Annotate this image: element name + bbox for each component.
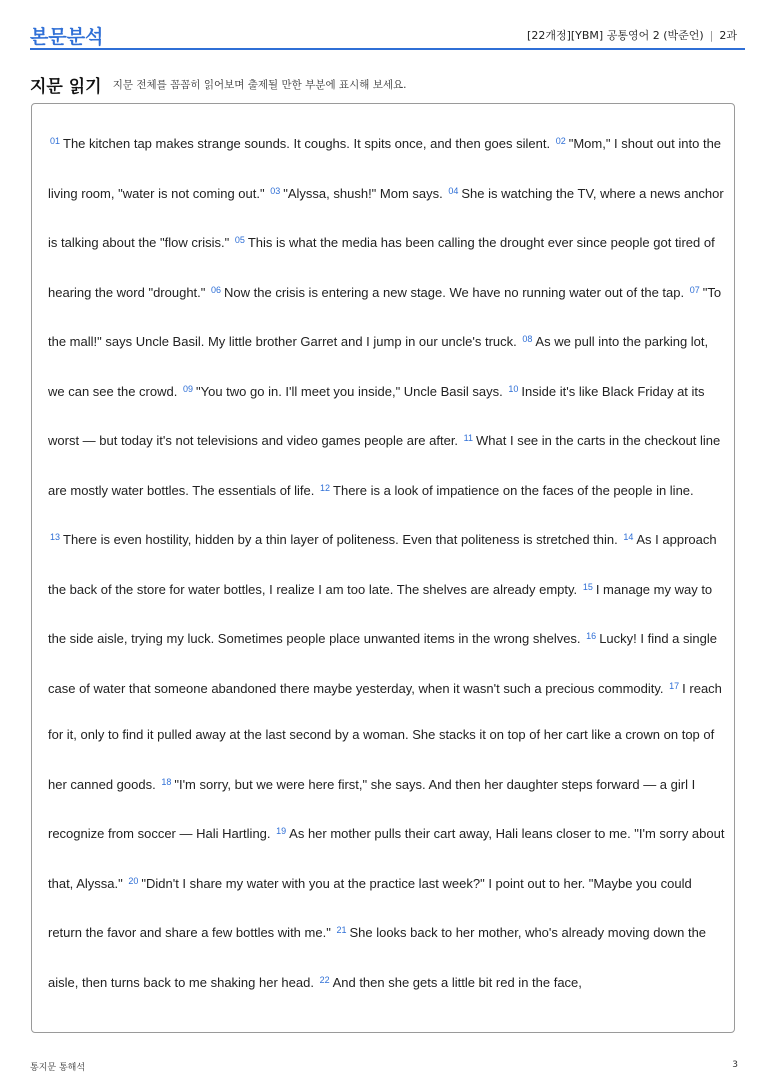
sentence-text: She is watching the TV, where a news anchor is talking about the "flow crisis." bbox=[48, 185, 724, 250]
sentence-number: 12 bbox=[320, 482, 331, 493]
sentence-number: 06 bbox=[211, 284, 222, 295]
sentence-text: The kitchen tap makes strange sounds. It coughs. It spits once, and then goes silent. bbox=[63, 136, 551, 151]
brand-title: 본문분석 bbox=[30, 26, 104, 48]
sentence-text: "Alyssa, shush!" Mom says. bbox=[283, 185, 443, 201]
sentence-number: 05 bbox=[234, 235, 245, 245]
sentence-text: "You two go in. I'll meet you inside," Uncle Basil says. bbox=[196, 383, 503, 399]
sentence-number: 01 bbox=[50, 136, 61, 146]
sentence-text: Lucky! I find a single case of water that someone abandoned there maybe yesterday, when it wasn't such a precious commodity. bbox=[48, 631, 717, 696]
sentence-text: There is a look of impatience on the faces of the people in line. bbox=[333, 482, 694, 498]
sentence-text: And then she gets a little bit red in the face, bbox=[332, 974, 582, 990]
sentence-number: 19 bbox=[276, 826, 287, 836]
sentence bbox=[209, 285, 684, 300]
sentence bbox=[48, 532, 618, 547]
sentence-number: 08 bbox=[522, 334, 533, 344]
sentence bbox=[181, 384, 503, 399]
sentence bbox=[318, 975, 582, 990]
section-heading bbox=[30, 72, 745, 96]
sentence-number: 22 bbox=[319, 974, 330, 985]
sentence-number: 15 bbox=[582, 581, 593, 592]
sentence-text: I reach for it, only to find it pulled away at the last second by a woman. She stacks it on top of her cart like a crown on top of her canned goods. bbox=[48, 680, 722, 792]
sentence-text: "Didn't I share my water with you at the practice last week?" I point out to her. "Maybe you could return the favor and share a few bottles with me." bbox=[48, 875, 692, 940]
sentence-number: 18 bbox=[161, 776, 172, 787]
sentence bbox=[48, 136, 550, 151]
sentence-text: As I approach the back of the store for water bottles, I realize I am too late. The shelves are already empty. bbox=[48, 532, 717, 597]
sentence-text: "I'm sorry, but we were here first," she says. And then her daughter steps forward — a girl I recognize from soccer — Hali Hartling. bbox=[48, 776, 696, 841]
footer-label: 통지문 통해석 bbox=[30, 1063, 86, 1073]
sentence-text: This is what the media has been calling the drought ever since people got tired of hearing the word "drought." bbox=[48, 235, 715, 300]
course-title: [22개정][YBM] 공통영어 2 (박준언) bbox=[527, 29, 704, 42]
page-header bbox=[30, 18, 745, 50]
sentence-number: 11 bbox=[463, 433, 474, 443]
sentence-number: 03 bbox=[270, 185, 281, 196]
sentence-number: 20 bbox=[128, 875, 139, 886]
sentence-number: 13 bbox=[50, 532, 61, 542]
sentence bbox=[48, 681, 722, 792]
sentence-number: 16 bbox=[586, 631, 597, 641]
passage-box bbox=[31, 103, 735, 1033]
sentence-text: There is even hostility, hidden by a thin layer of politeness. Even that politeness is stretched thin. bbox=[63, 532, 618, 547]
sentence-text: As we pull into the parking lot, we can see the crowd. bbox=[48, 334, 709, 399]
sentence-number: 17 bbox=[669, 680, 680, 691]
sentence-number: 09 bbox=[182, 383, 193, 394]
sentence-text: I manage my way to the side aisle, trying my luck. Sometimes people place unwanted items in the wrong shelves. bbox=[48, 581, 713, 646]
section-description: 지문 전체를 꼼꼼히 읽어보며 출제될 만한 부분에 표시해 보세요. bbox=[112, 79, 407, 91]
sentence-text: As her mother pulls their cart away, Hali leans closer to me. "I'm sorry about that, Alyssa." bbox=[48, 826, 725, 891]
page-number: 3 bbox=[732, 1060, 738, 1070]
sentence-text: "To the mall!" says Uncle Basil. My little brother Garret and I jump in our uncle's truck. bbox=[48, 284, 722, 349]
sentence-text: Inside it's like Black Friday at its worst — but today it's not televisions and video games people are after. bbox=[48, 383, 705, 448]
sentence-text: She looks back to her mother, who's already moving down the aisle, then turns back to me shaking her head. bbox=[48, 925, 707, 990]
sentence-number: 21 bbox=[336, 925, 347, 935]
sentence-text: Now the crisis is entering a new stage. We have no running water out of the tap. bbox=[224, 284, 685, 300]
sentence-number: 10 bbox=[508, 383, 519, 394]
sentence-number: 14 bbox=[623, 532, 634, 542]
sentence-text: What I see in the carts in the checkout line are mostly water bottles. The essentials of life. bbox=[48, 433, 721, 498]
sentence-number: 07 bbox=[689, 284, 700, 295]
course-info bbox=[527, 27, 737, 43]
sentence-number: 04 bbox=[448, 185, 459, 196]
header-separator: | bbox=[709, 29, 714, 42]
sentence bbox=[268, 186, 443, 201]
section-title: 지문 읽기 bbox=[30, 77, 102, 97]
sentence-text: "Mom," I shout out into the living room, "water is not coming out." bbox=[48, 136, 722, 201]
sentence bbox=[318, 483, 694, 498]
passage-text bbox=[48, 118, 728, 1006]
sentence-number: 02 bbox=[555, 136, 566, 146]
lesson-label: 2과 bbox=[719, 29, 737, 42]
